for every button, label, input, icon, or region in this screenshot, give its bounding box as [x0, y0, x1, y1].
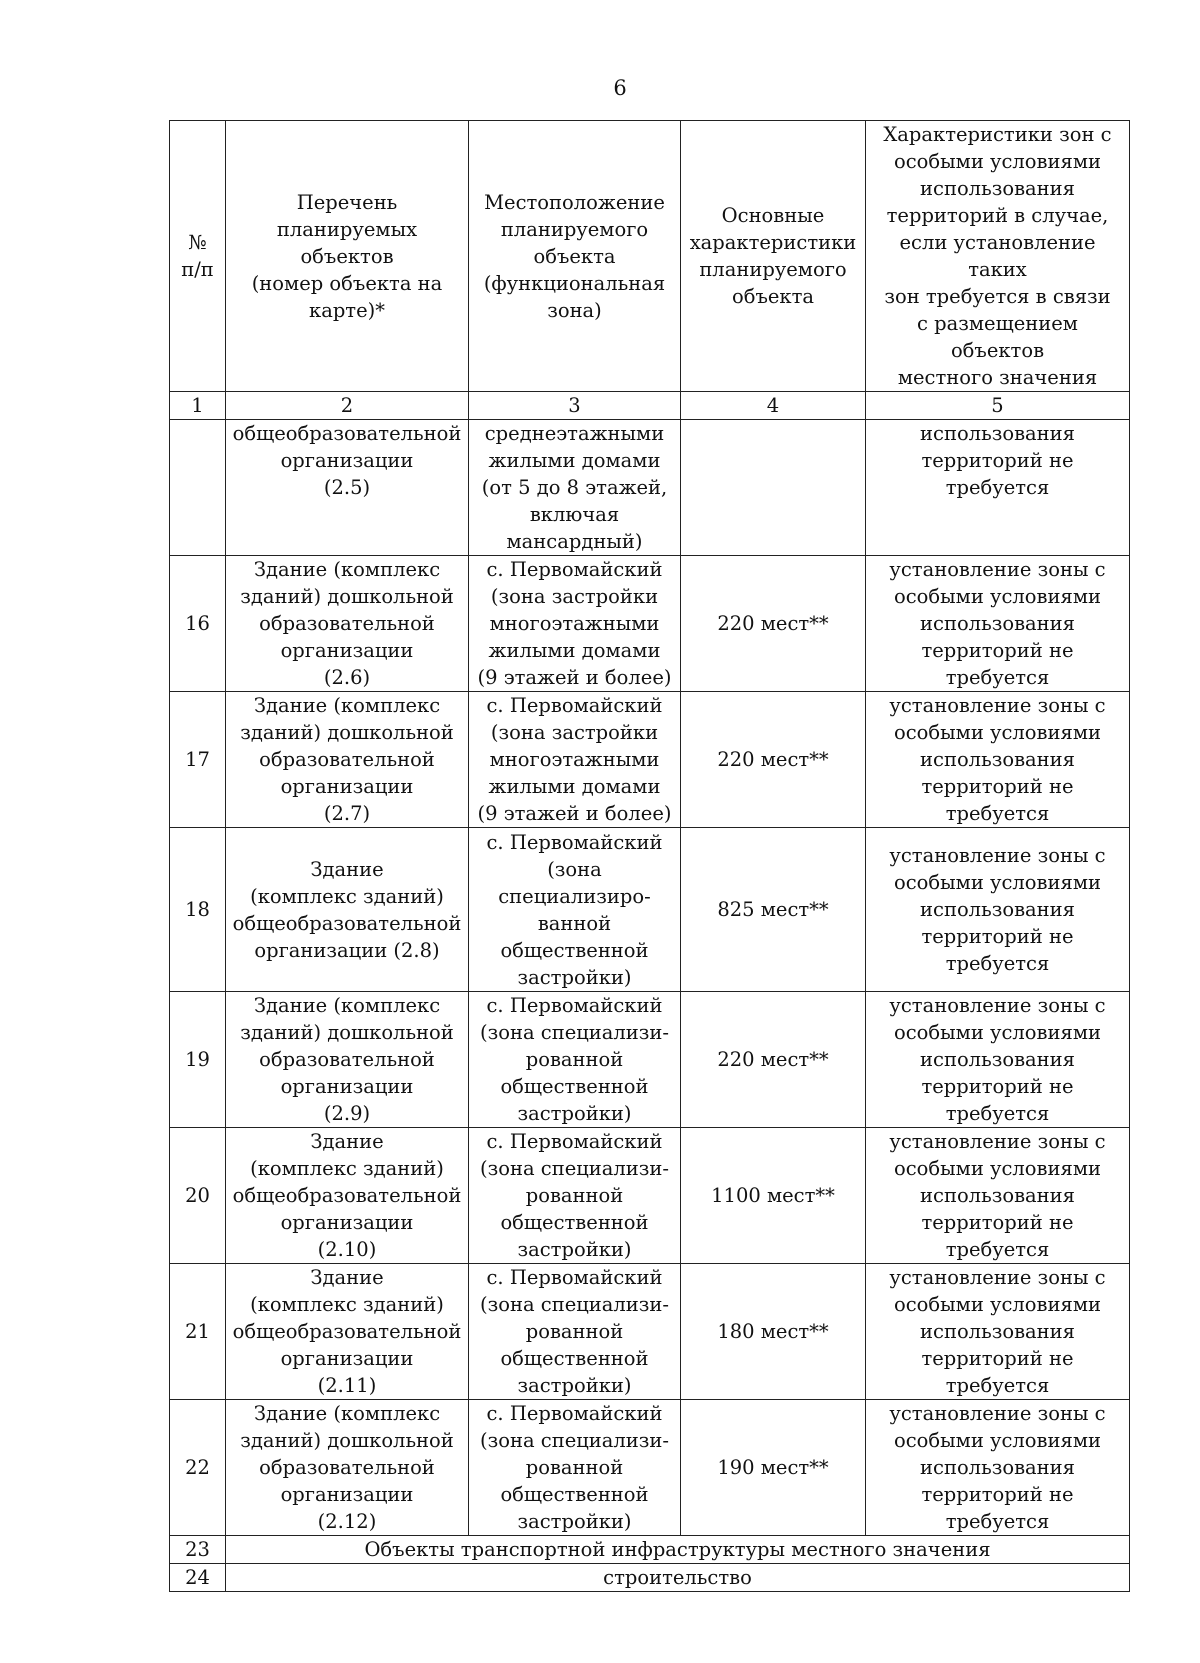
page-number: 6	[613, 76, 627, 100]
object-location: среднеэтажными жилыми домами (от 5 до 8 этажей, включая мансардный)	[469, 420, 681, 556]
row-number: 19	[170, 992, 226, 1128]
object-capacity: 825 мест**	[681, 828, 866, 992]
row-number: 22	[170, 1400, 226, 1536]
section-title: строительство	[226, 1564, 1130, 1592]
column-number: 1	[170, 392, 226, 420]
section-title: Объекты транспортной инфраструктуры местного значения	[226, 1536, 1130, 1564]
row-number: 24	[170, 1564, 226, 1592]
row-number: 18	[170, 828, 226, 992]
zone-characteristics: установление зоны с особыми условиями использования территорий не требуется	[866, 1400, 1130, 1536]
section-row	[170, 1564, 1130, 1592]
table-row	[170, 1264, 1130, 1400]
column-number-row	[170, 392, 1130, 420]
object-location: с. Первомайский (зона застройки многоэтажными жилыми домами (9 этажей и более)	[469, 692, 681, 828]
column-number: 5	[866, 392, 1130, 420]
row-number: 21	[170, 1264, 226, 1400]
object-capacity: 1100 мест**	[681, 1128, 866, 1264]
object-name: общеобразовательной организации (2.5)	[226, 420, 469, 556]
object-capacity	[681, 420, 866, 556]
object-capacity: 220 мест**	[681, 556, 866, 692]
zone-characteristics: установление зоны с особыми условиями использования территорий не требуется	[866, 692, 1130, 828]
header-zones: Характеристики зон с особыми условиями использования территорий в случае, если установление таких зон требуется в связи с размещением объектов местного значения	[866, 121, 1130, 392]
row-number: 16	[170, 556, 226, 692]
object-name: Здание (комплекс зданий) дошкольной образовательной организации (2.6)	[226, 556, 469, 692]
row-number: 17	[170, 692, 226, 828]
row-number: 23	[170, 1536, 226, 1564]
zone-characteristics: установление зоны с особыми условиями использования территорий не требуется	[866, 828, 1130, 992]
object-location: с. Первомайский (зона специализи- рованной общественной застройки)	[469, 1264, 681, 1400]
zone-characteristics: установление зоны с особыми условиями использования территорий не требуется	[866, 1128, 1130, 1264]
table-row	[170, 556, 1130, 692]
table-header-row	[170, 121, 1130, 392]
table-row	[170, 1400, 1130, 1536]
zone-characteristics: установление зоны с особыми условиями использования территорий не требуется	[866, 1264, 1130, 1400]
table-row	[170, 992, 1130, 1128]
header-objects: Перечень планируемых объектов (номер объекта на карте)*	[226, 121, 469, 392]
object-capacity: 220 мест**	[681, 992, 866, 1128]
zone-characteristics: установление зоны с особыми условиями использования территорий не требуется	[866, 556, 1130, 692]
object-name: Здание (комплекс зданий) дошкольной образовательной организации (2.12)	[226, 1400, 469, 1536]
object-location: с. Первомайский (зона специализи- рованной общественной застройки)	[469, 992, 681, 1128]
object-capacity: 180 мест**	[681, 1264, 866, 1400]
row-number	[170, 420, 226, 556]
column-number: 4	[681, 392, 866, 420]
object-name: Здание (комплекс зданий) дошкольной образовательной организации (2.7)	[226, 692, 469, 828]
header-location: Местоположение планируемого объекта (функциональная зона)	[469, 121, 681, 392]
object-location: с. Первомайский (зона специализиро- ванной общественной застройки)	[469, 828, 681, 992]
zone-characteristics: использования территорий не требуется	[866, 420, 1130, 556]
row-number: 20	[170, 1128, 226, 1264]
object-capacity: 220 мест**	[681, 692, 866, 828]
header-characteristics: Основные характеристики планируемого объекта	[681, 121, 866, 392]
table-row	[170, 692, 1130, 828]
object-name: Здание (комплекс зданий) дошкольной образовательной организации (2.9)	[226, 992, 469, 1128]
table-row	[170, 828, 1130, 992]
object-name: Здание (комплекс зданий) общеобразовательной организации (2.8)	[226, 828, 469, 992]
column-number: 2	[226, 392, 469, 420]
object-location: с. Первомайский (зона специализи- рованной общественной застройки)	[469, 1400, 681, 1536]
object-capacity: 190 мест**	[681, 1400, 866, 1536]
object-name: Здание (комплекс зданий) общеобразовательной организации (2.10)	[226, 1128, 469, 1264]
planned-objects-table	[169, 120, 1130, 1592]
zone-characteristics: установление зоны с особыми условиями использования территорий не требуется	[866, 992, 1130, 1128]
object-location: с. Первомайский (зона специализи- рованной общественной застройки)	[469, 1128, 681, 1264]
column-number: 3	[469, 392, 681, 420]
object-location: с. Первомайский (зона застройки многоэтажными жилыми домами (9 этажей и более)	[469, 556, 681, 692]
section-row	[170, 1536, 1130, 1564]
header-number: № п/п	[170, 121, 226, 392]
table-row	[170, 420, 1130, 556]
table-row	[170, 1128, 1130, 1264]
object-name: Здание (комплекс зданий) общеобразовательной организации (2.11)	[226, 1264, 469, 1400]
